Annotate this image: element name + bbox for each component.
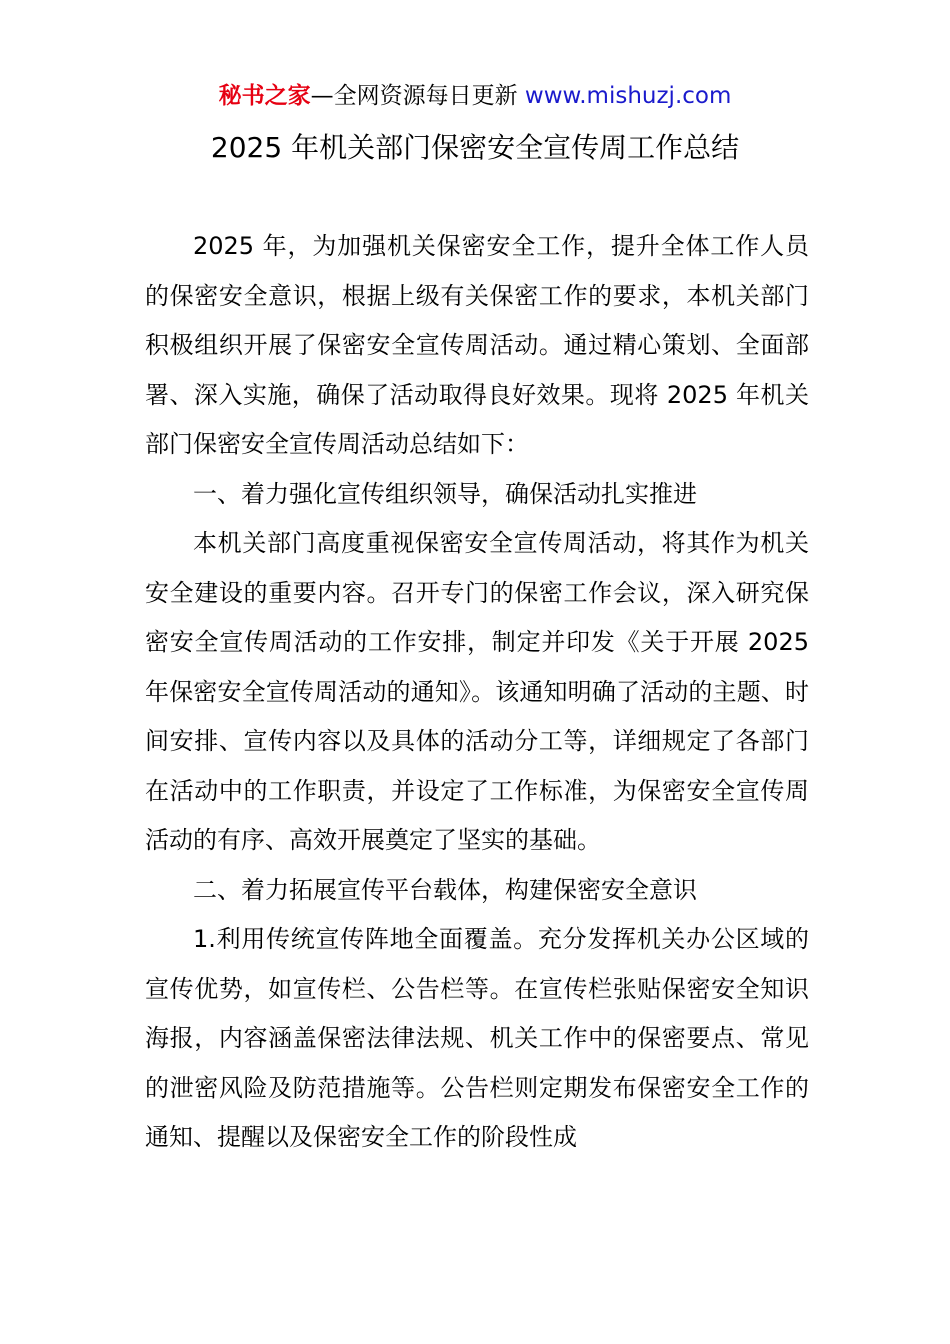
section-2-item-1-paragraph: 1.利用传统宣传阵地全面覆盖。充分发挥机关办公区域的宣传优势，如宣传栏、公告栏等。在宣传栏张贴保密安全知识海报，内容涵盖保密法律法规、机关工作中的保密要点、常见的泄密风险及防范措施等。公告栏则定期发布保密安全工作的通知、提醒以及保密安全工作的阶段性成	[145, 925, 809, 1151]
intro-paragraph: 2025 年，为加强机关保密安全工作，提升全体工作人员的保密安全意识，根据上级有关保密工作的要求，本机关部门积极组织开展了保密安全宣传周活动。通过精心策划、全面部署、深入实施，确保了活动取得良好效果。现将 2025 年机关部门保密安全宣传周活动总结如下：	[145, 232, 809, 458]
document-title: 2025 年机关部门保密安全宣传周工作总结	[210, 131, 740, 164]
site-url-link[interactable]: www.mishuzj.com	[524, 83, 732, 109]
section-2-heading: 二、着力拓展宣传平台载体，构建保密安全意识	[193, 875, 697, 904]
site-header	[0, 80, 950, 112]
brand-name: 秘书之家	[218, 83, 311, 109]
section-1-paragraph: 本机关部门高度重视保密安全宣传周活动，将其作为机关安全建设的重要内容。召开专门的保密工作会议，深入研究保密安全宣传周活动的工作安排，制定并印发《关于开展 2025 年保密安全宣传周活动的通知》。该通知明确了活动的主题、时间安排、宣传内容以及具体的活动分工等，详细规定了各部门在活动中的工作职责，并设定了工作标准，为保密安全宣传周活动的有序、高效开展奠定了坚实的基础。	[145, 529, 809, 854]
document-body	[145, 222, 809, 1163]
site-tagline: —全网资源每日更新	[310, 83, 525, 109]
section-1-heading: 一、着力强化宣传组织领导，确保活动扎实推进	[193, 479, 697, 508]
